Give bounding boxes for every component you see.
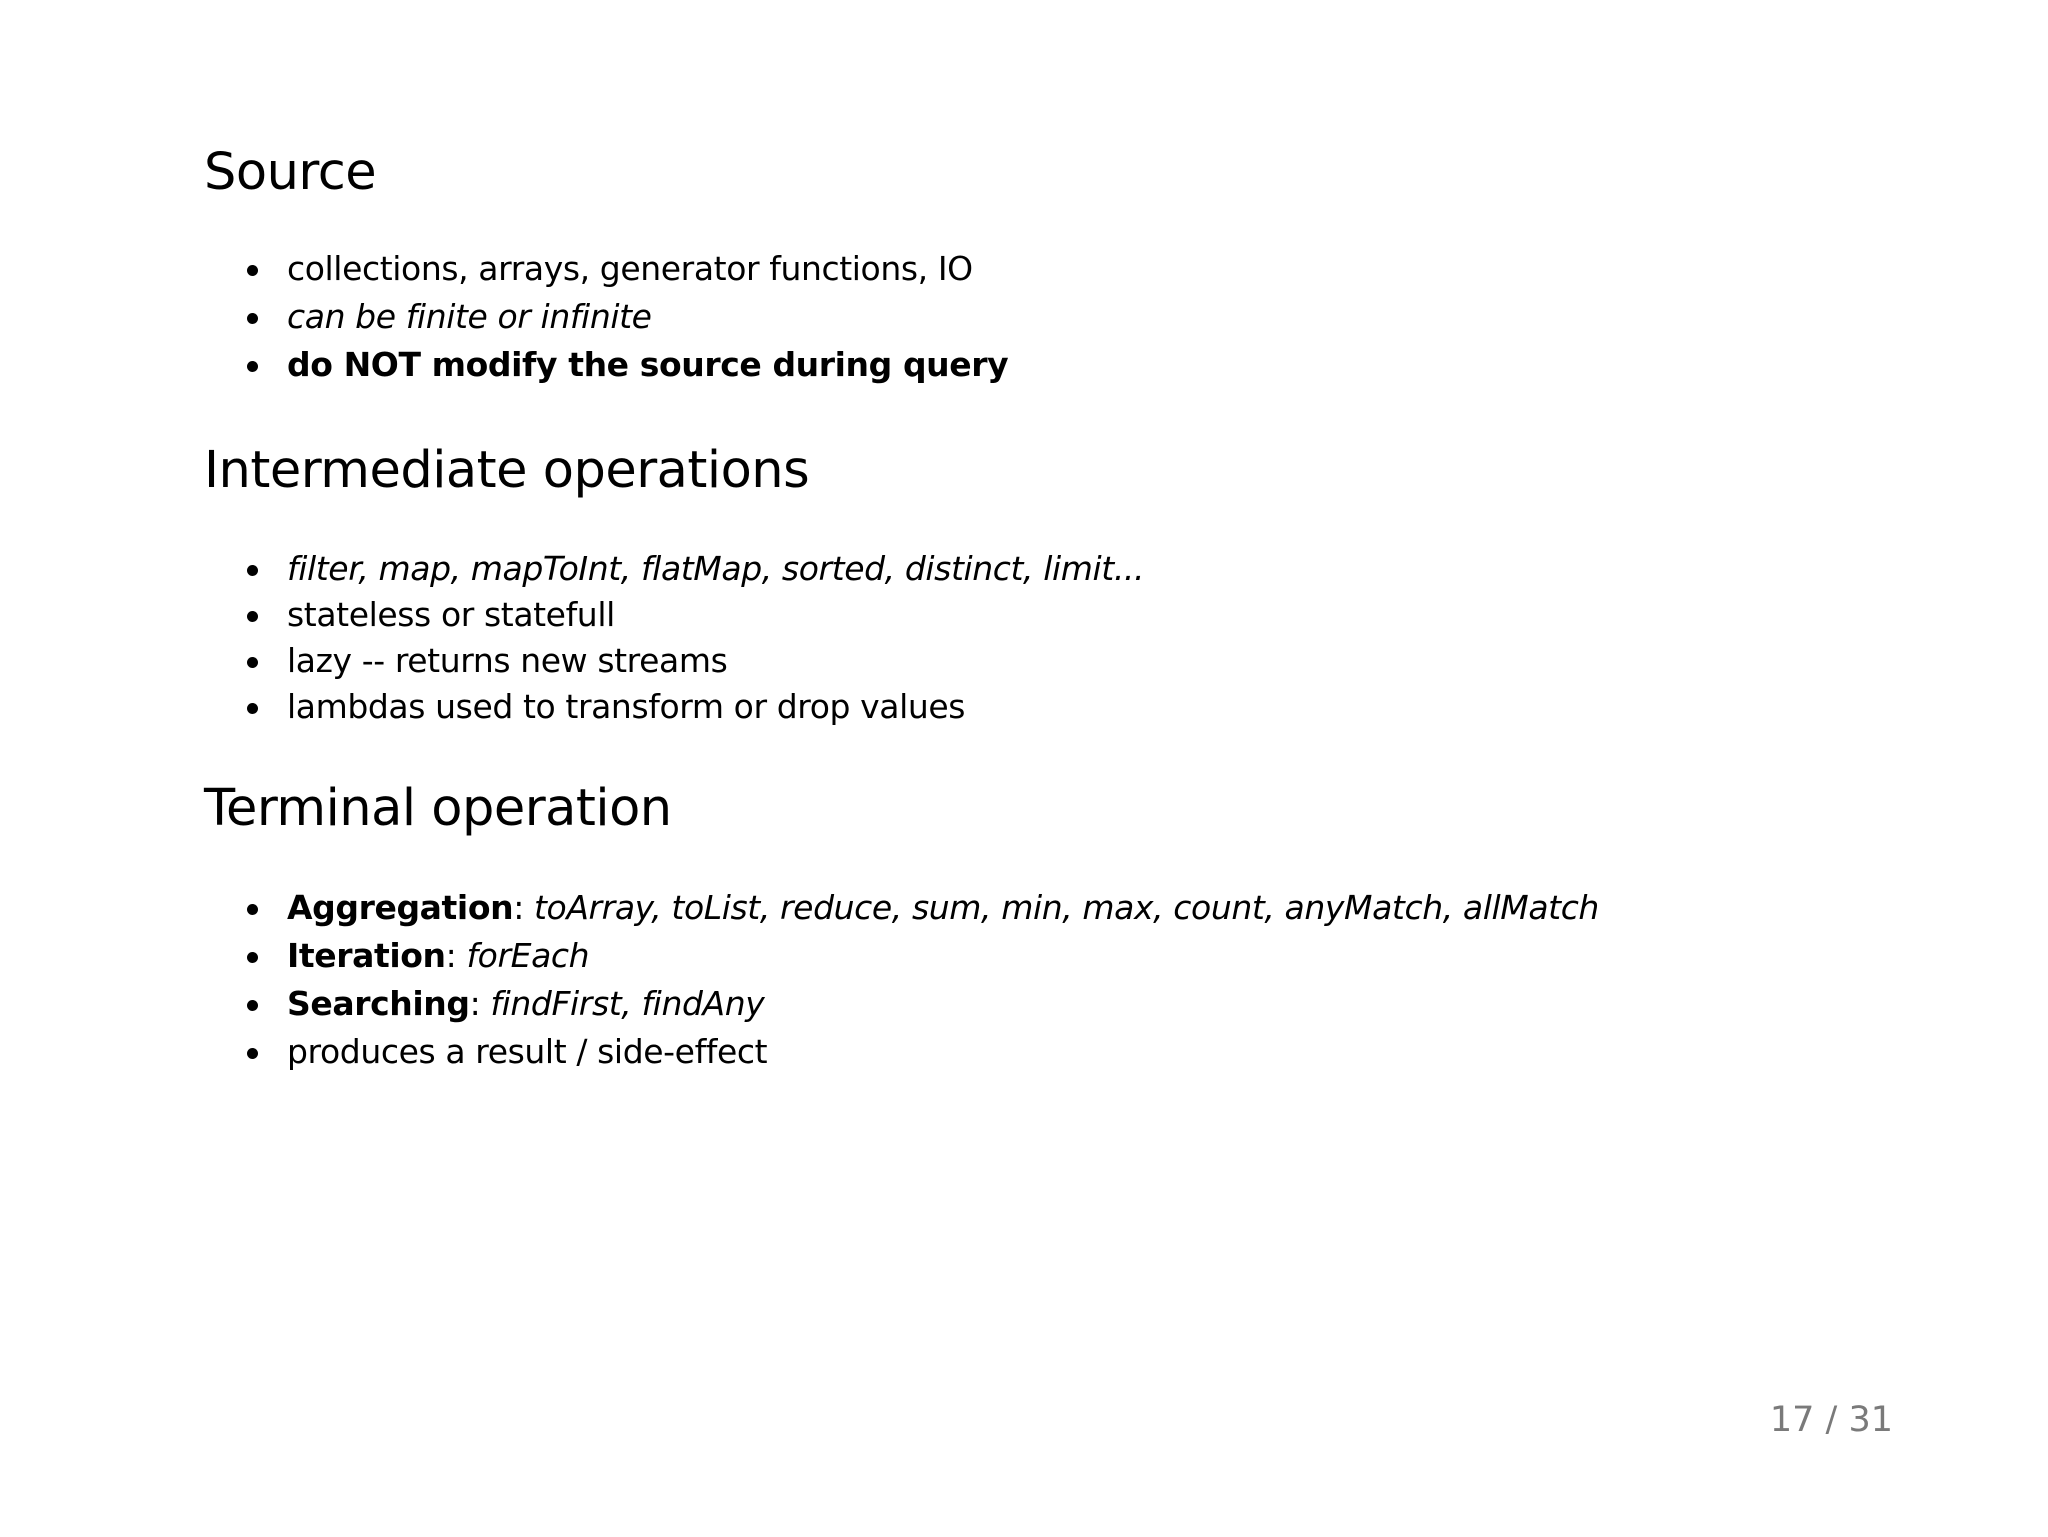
list-item-text: lazy -- returns new streams	[287, 641, 728, 680]
source-list	[204, 245, 1008, 389]
list-item	[204, 293, 1008, 341]
list-item-label: Iteration	[287, 936, 446, 975]
list-item-text: collections, arrays, generator functions, IO	[287, 249, 973, 288]
list-item-text: stateless or statefull	[287, 595, 615, 634]
list-item-text: can be finite or infinite	[287, 297, 652, 336]
list-item	[204, 884, 1599, 932]
list-item-text: findFirst, findAny	[490, 984, 765, 1023]
section-title-terminal-operation: Terminal operation	[204, 779, 672, 838]
list-item	[204, 341, 1008, 389]
terminal-operation-list	[204, 884, 1599, 1076]
list-item-text: lambdas used to transform or drop values	[287, 687, 966, 726]
section-title-source: Source	[204, 143, 377, 202]
list-item	[204, 546, 1144, 592]
list-item-text: toArray, toList, reduce, sum, min, max, count, anyMatch, allMatch	[534, 888, 1599, 927]
list-item	[204, 245, 1008, 293]
list-item	[204, 980, 1599, 1028]
list-item-text: produces a result / side-effect	[287, 1032, 768, 1071]
list-item-label: Aggregation	[287, 888, 514, 927]
list-item-separator: :	[469, 984, 491, 1023]
list-item-label: Searching	[287, 984, 470, 1023]
list-item-separator: :	[445, 936, 467, 975]
list-item	[204, 592, 1144, 638]
list-item	[204, 1028, 1599, 1076]
page-number: 17 / 31	[1769, 1400, 1893, 1440]
list-item	[204, 932, 1599, 980]
list-item	[204, 684, 1144, 730]
list-item	[204, 638, 1144, 684]
slide	[204, 0, 1904, 1537]
list-item-text: forEach	[466, 936, 590, 975]
list-item-separator: :	[513, 888, 534, 927]
section-title-intermediate-operations: Intermediate operations	[204, 441, 810, 500]
intermediate-operations-list	[204, 546, 1144, 730]
list-item-text: do NOT modify the source during query	[287, 345, 1009, 384]
list-item-text: filter, map, mapToInt, flatMap, sorted, distinct, limit...	[287, 549, 1145, 588]
